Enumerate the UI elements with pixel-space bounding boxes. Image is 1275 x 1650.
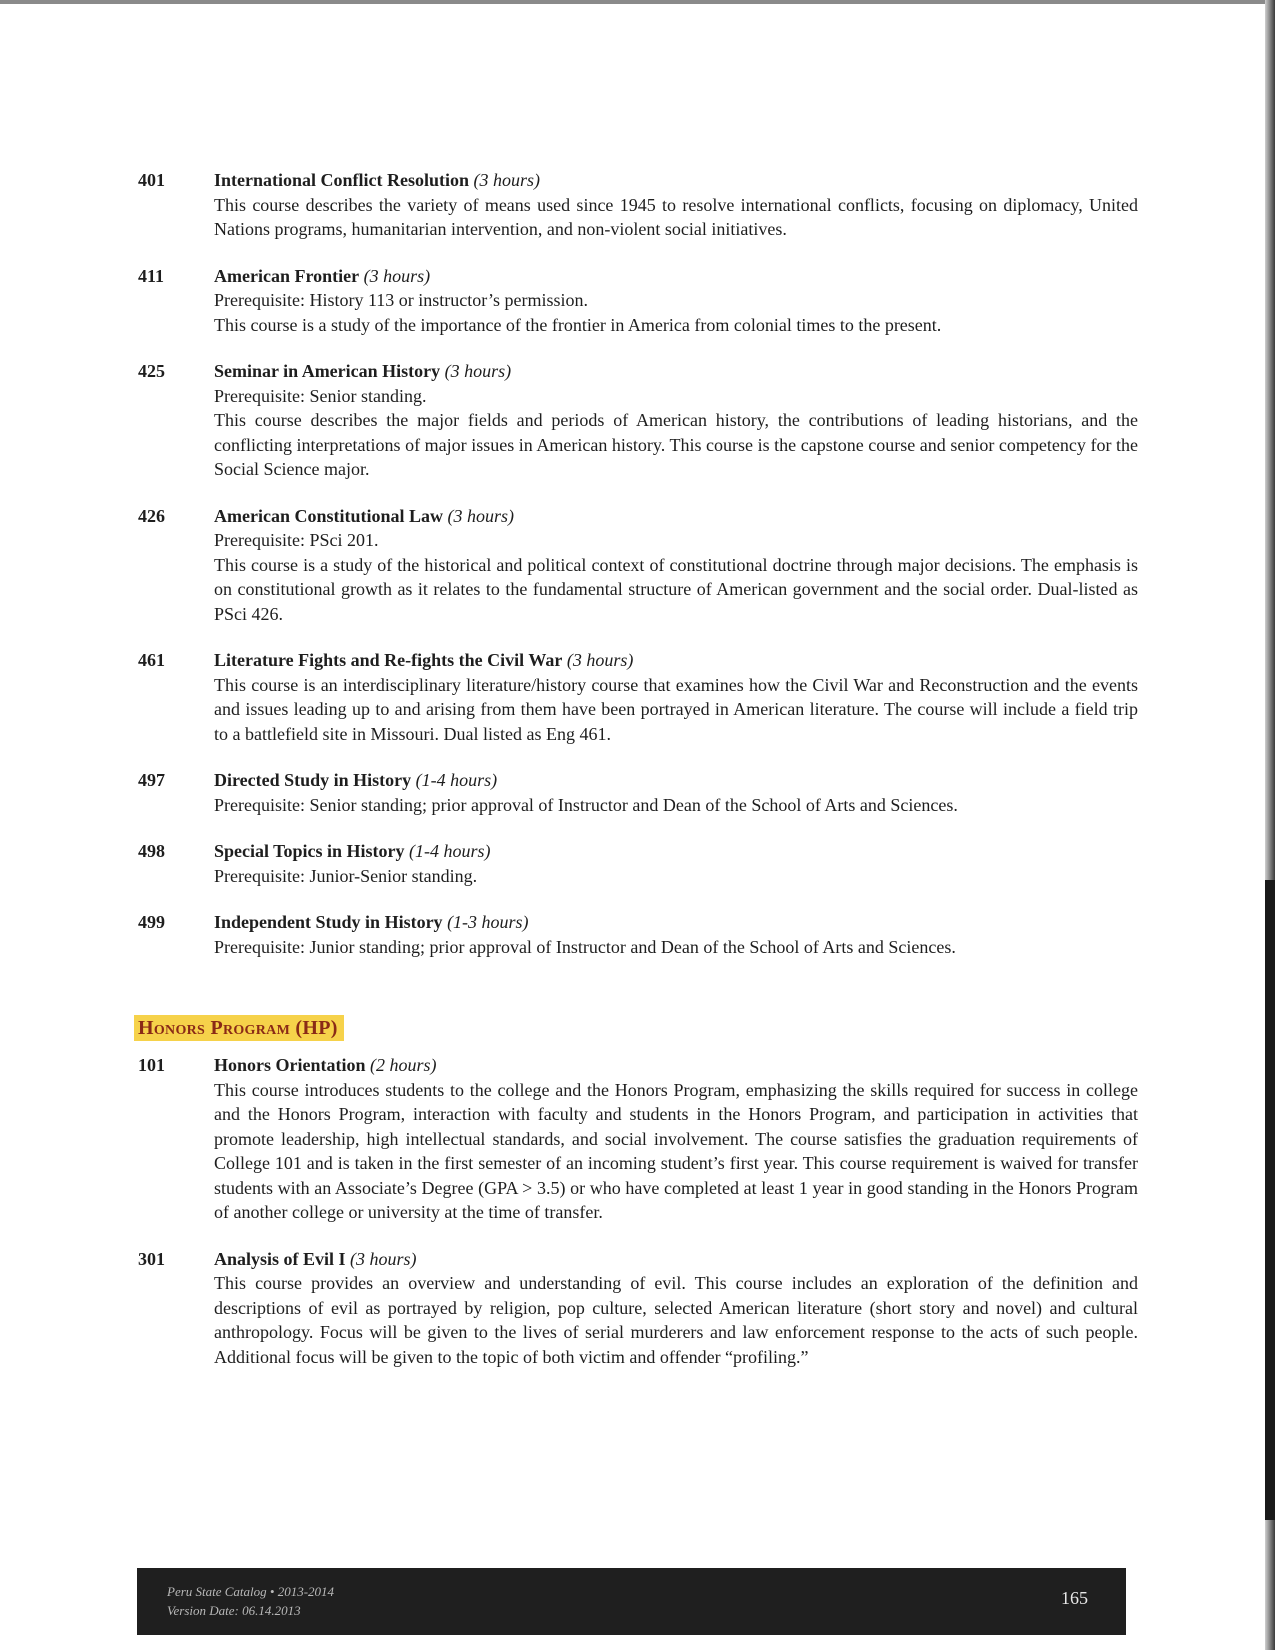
course-body [214,504,1138,627]
course-description: This course describes the variety of means used since 1945 to resolve international conflicts, focusing on diplomacy, United Nations programs, humanitarian intervention, and non-violent social initiatives. [214,194,1138,239]
course-description: This course is an interdisciplinary literature/history course that examines how the Civil War and Reconstruction and the events and issues leading up to and arising from them have been portrayed in American literature. The course will include a field trip to a battlefield site in Missouri. Dual listed as Eng 461. [214,674,1138,744]
course-title: Seminar in American History [214,361,441,381]
course-title: Analysis of Evil I [214,1248,346,1269]
course-number: 426 [138,505,165,526]
page-footer [137,1568,1126,1635]
course-hours: (1-4 hours) [409,841,491,861]
course-hours: (3 hours) [444,361,512,381]
course-body [214,768,1138,817]
course-entry [138,168,1138,242]
course-body [214,264,1138,338]
course-title: Honors Orientation [214,1055,366,1075]
course-title-line [214,504,1138,529]
course-hours: (3 hours) [566,650,634,670]
course-number: 411 [138,265,165,286]
course-number: 425 [138,361,165,381]
course-title-line [214,648,1138,673]
course-body [214,359,1138,482]
course-number: 498 [138,841,165,861]
course-description: This course introduces students to the college and the Honors Program, emphasizing the skills required for success in college and the Honors Program, interaction with faculty and students in the Honors Program, and participation in activities that promote leadership, high intellectual standards, and social involvement. The course satisfies the graduation requirements of College 101 and is taken in the first semester of an incoming student’s first year. This course requirement is waived for transfer students with an Associate’s Degree (GPA > 3.5) or who have completed at least 1 year in good standing in the Honors Program of another college or university at the time of transfer. [214,1079,1138,1222]
course-entry [138,839,1138,888]
course-title-line [214,264,1138,289]
course-title-line [214,910,1138,935]
course-title-line [214,1247,1138,1272]
course-hours: (2 hours) [370,1055,437,1075]
course-title-line [214,1053,1138,1078]
course-description: This course is a study of the importance of the frontier in America from colonial times to the present. [214,314,942,335]
course-hours: (3 hours) [363,265,431,286]
footer-catalog-info [167,1582,334,1620]
footer-catalog-title: Peru State Catalog • 2013-2014 [167,1584,335,1599]
course-number: 101 [138,1055,165,1075]
course-number: 497 [138,770,165,790]
course-prerequisite: Prerequisite: History 113 or instructor’s permission. [214,290,588,310]
course-title: Independent Study in History [214,912,443,932]
course-title: Special Topics in History [214,841,405,861]
course-hours: (3 hours) [473,170,541,190]
course-body [214,1053,1138,1225]
course-title-line [214,768,1138,793]
course-prerequisite: Prerequisite: PSci 201. [214,530,379,550]
section-heading-title: Honors Program [138,1017,291,1039]
course-number: 401 [138,170,165,190]
course-number: 301 [138,1248,165,1269]
course-hours: (3 hours) [350,1248,417,1269]
course-entry [138,1247,1138,1370]
course-hours: (1-3 hours) [447,912,529,932]
course-prerequisite: Prerequisite: Senior standing. [214,385,427,406]
footer-version-date: Version Date: 06.14.2013 [167,1603,301,1618]
course-number: 461 [138,650,165,670]
scan-edge-right-shadow [1265,880,1275,1520]
page-number: 165 [1061,1588,1088,1608]
course-title: Literature Fights and Re-fights the Civil War [214,650,563,670]
course-entry [138,504,1138,627]
course-body [214,910,1138,959]
course-entry [138,768,1138,817]
course-title: International Conflict Resolution [214,170,470,190]
course-entry [138,1053,1138,1225]
course-title: Directed Study in History [214,770,412,790]
course-entry [138,264,1138,338]
course-description: This course is a study of the historical and political context of constitutional doctrine through major decisions. The emphasis is on constitutional growth as it relates to the fundamental structure of American government and the social order. Dual-listed as PSci 426. [214,554,1138,624]
course-body [214,839,1138,888]
course-title-line [214,168,1138,193]
honors-course-list [138,1053,1138,1369]
course-description: Prerequisite: Junior-Senior standing. [214,865,478,886]
course-hours: (3 hours) [447,505,514,526]
course-title-line [214,359,1138,384]
course-body [214,168,1138,242]
course-description: Prerequisite: Senior standing; prior approval of Instructor and Dean of the School of Arts and Sciences. [214,794,958,815]
course-hours: (1-4 hours) [415,770,498,790]
course-body [214,648,1138,746]
catalog-content [138,168,1138,1391]
scan-edge-top [0,0,1275,4]
course-number: 499 [138,912,165,932]
history-course-list [138,168,1138,959]
course-title: American Constitutional Law [214,505,443,526]
course-title-line [214,839,1138,864]
course-title: American Frontier [214,265,360,286]
section-heading-honors-program [134,1015,344,1041]
course-entry [138,910,1138,959]
course-description: This course provides an overview and understanding of evil. This course includes an exploration of the definition and descriptions of evil as portrayed by religion, pop culture, selected American literature (short story and novel) and cultural anthropology. Focus will be given to the lives of serial murderers and law enforcement response to the acts of such people. Additional focus will be given to the topic of both victim and offender “profiling.” [214,1273,1138,1367]
section-heading-code: (HP) [295,1017,338,1039]
course-description: Prerequisite: Junior standing; prior approval of Instructor and Dean of the School of Arts and Sciences. [214,936,956,957]
course-description: This course describes the major fields and periods of American history, the contributions of leading historians, and the conflicting interpretations of major issues in American history. This course is the capstone course and senior competency for the Social Science major. [214,410,1138,479]
course-entry [138,648,1138,746]
course-body [214,1247,1138,1370]
course-entry [138,359,1138,482]
